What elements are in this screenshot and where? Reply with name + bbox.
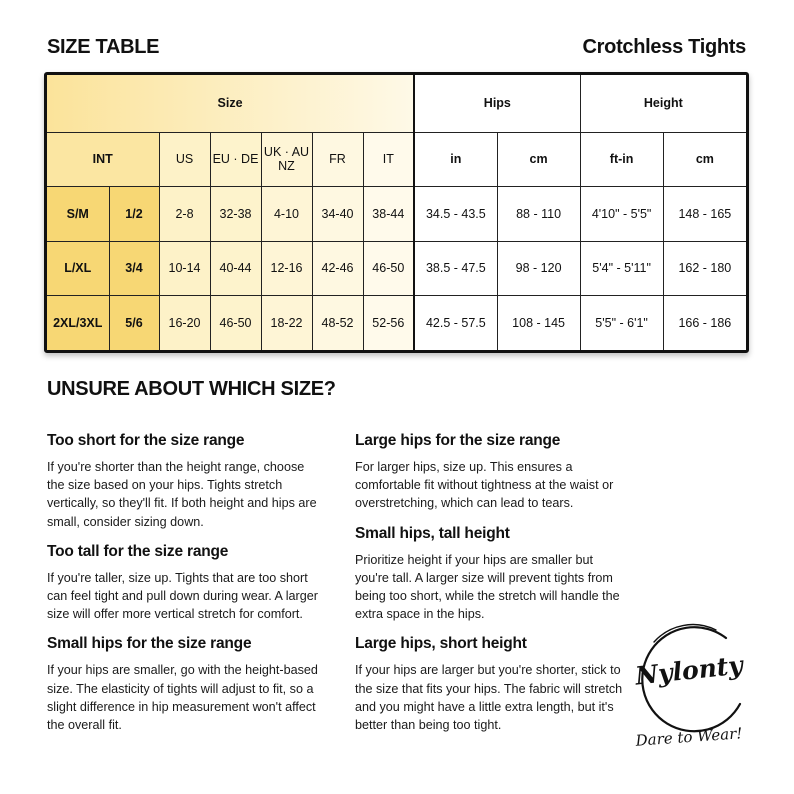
- tip-small-hips: [47, 635, 322, 734]
- height-cm-cell: 166 - 186: [663, 295, 746, 350]
- height-cm-cell: 162 - 180: [663, 241, 746, 295]
- eu-de-cell: 32-38: [210, 186, 261, 241]
- logo-name: Nylonty: [633, 650, 745, 691]
- tip-too-tall: [47, 543, 322, 624]
- it-cell: 38-44: [363, 186, 414, 241]
- us-cell: 2-8: [159, 186, 210, 241]
- uk-au-nz-cell: 4-10: [261, 186, 312, 241]
- uk-au-nz-header: [261, 132, 312, 186]
- advice-column-left: [47, 432, 322, 746]
- tip-too-short: [47, 432, 322, 531]
- tip-title: Too tall for the size range: [47, 542, 229, 560]
- int-cell: L/XL: [47, 241, 109, 295]
- num-cell: 1/2: [109, 186, 159, 241]
- size-group-header: Size: [47, 75, 414, 132]
- tip-body: If your hips are smaller, go with the height-based size. The elasticity of tights will adjust to fit, so a slight difference in hip measurement won't affect the overall fit.: [47, 663, 318, 733]
- eu-de-header: EU · DE: [210, 132, 261, 186]
- advice-title: UNSURE ABOUT WHICH SIZE?: [47, 378, 336, 400]
- height-group-header: Height: [580, 75, 746, 132]
- hips-cm-header: cm: [497, 132, 580, 186]
- tip-title: Large hips for the size range: [355, 432, 561, 449]
- tip-large-hips-short: [355, 635, 630, 734]
- tip-large-hips: [355, 432, 630, 513]
- hips-in-cell: 42.5 - 57.5: [414, 295, 497, 350]
- fr-cell: 48-52: [312, 295, 363, 350]
- us-header: US: [159, 132, 210, 186]
- hips-cm-cell: 98 - 120: [497, 241, 580, 295]
- hips-in-cell: 38.5 - 47.5: [414, 241, 497, 295]
- tip-body: If you're shorter than the height range, choose the size based on your hips. Tights stretch vertically, so they'll fit. If both height and hips are small, consider sizing down.: [47, 460, 317, 529]
- tip-title: Too short for the size range: [47, 432, 245, 449]
- fr-cell: 42-46: [312, 241, 363, 295]
- tip-title: Small hips, tall height: [355, 524, 510, 542]
- page-title: SIZE TABLE: [47, 36, 160, 58]
- height-ftin-cell: 4'10" - 5'5": [580, 186, 663, 241]
- height-cm-cell: 148 - 165: [663, 186, 746, 241]
- tip-body: For larger hips, size up. This ensures a comfortable fit without tightness at the waist or overstretching, which can lead to tears.: [355, 460, 614, 511]
- uk-au-nz-label: UK · AU NZ: [263, 145, 310, 173]
- eu-de-cell: 40-44: [210, 241, 261, 295]
- product-name: Crotchless Tights: [582, 36, 746, 58]
- num-cell: 3/4: [109, 241, 159, 295]
- hips-group-header: Hips: [414, 75, 580, 132]
- us-cell: 10-14: [159, 241, 210, 295]
- int-cell: S/M: [47, 186, 109, 241]
- tip-title: Large hips, short height: [355, 635, 527, 653]
- height-ftin-header: ft-in: [580, 132, 663, 186]
- size-table: [44, 72, 749, 353]
- table-row: [47, 186, 746, 241]
- logo-tagline: Dare to Wear!: [635, 724, 743, 750]
- hips-in-cell: 34.5 - 43.5: [414, 186, 497, 241]
- advice-column-right: [355, 432, 630, 746]
- hips-cm-cell: 88 - 110: [497, 186, 580, 241]
- height-ftin-cell: 5'5" - 6'1": [580, 295, 663, 350]
- height-ftin-cell: 5'4" - 5'11": [580, 241, 663, 295]
- table-row: [47, 241, 746, 295]
- fr-header: FR: [312, 132, 363, 186]
- int-header: INT: [47, 132, 159, 186]
- uk-au-nz-cell: 12-16: [261, 241, 312, 295]
- brand-logo: [628, 620, 768, 760]
- tip-body: Prioritize height if your hips are smaller but you're tall. A larger size will prevent tights from being too short, while the stretch will handle the extra space in the hips.: [355, 552, 620, 622]
- it-cell: 52-56: [363, 295, 414, 350]
- tip-title: Small hips for the size range: [47, 635, 252, 653]
- us-cell: 16-20: [159, 295, 210, 350]
- table-row: [47, 295, 746, 350]
- tip-body: If your hips are larger but you're shorter, stick to the size that fits your hips. The fabric will stretch and you might have a little extra length, but it's better than being too tight.: [355, 663, 623, 733]
- hips-cm-cell: 108 - 145: [497, 295, 580, 350]
- tip-small-hips-tall: [355, 525, 630, 624]
- tip-body: If you're taller, size up. Tights that are too short can feel tight and pull down during wear. A larger size will offer more vertical stretch for comfort.: [47, 570, 318, 622]
- it-cell: 46-50: [363, 241, 414, 295]
- uk-au-nz-cell: 18-22: [261, 295, 312, 350]
- it-header: IT: [363, 132, 414, 186]
- height-cm-header: cm: [663, 132, 746, 186]
- eu-de-cell: 46-50: [210, 295, 261, 350]
- num-cell: 5/6: [109, 295, 159, 350]
- int-cell: 2XL/3XL: [47, 295, 109, 350]
- fr-cell: 34-40: [312, 186, 363, 241]
- hips-in-header: in: [414, 132, 497, 186]
